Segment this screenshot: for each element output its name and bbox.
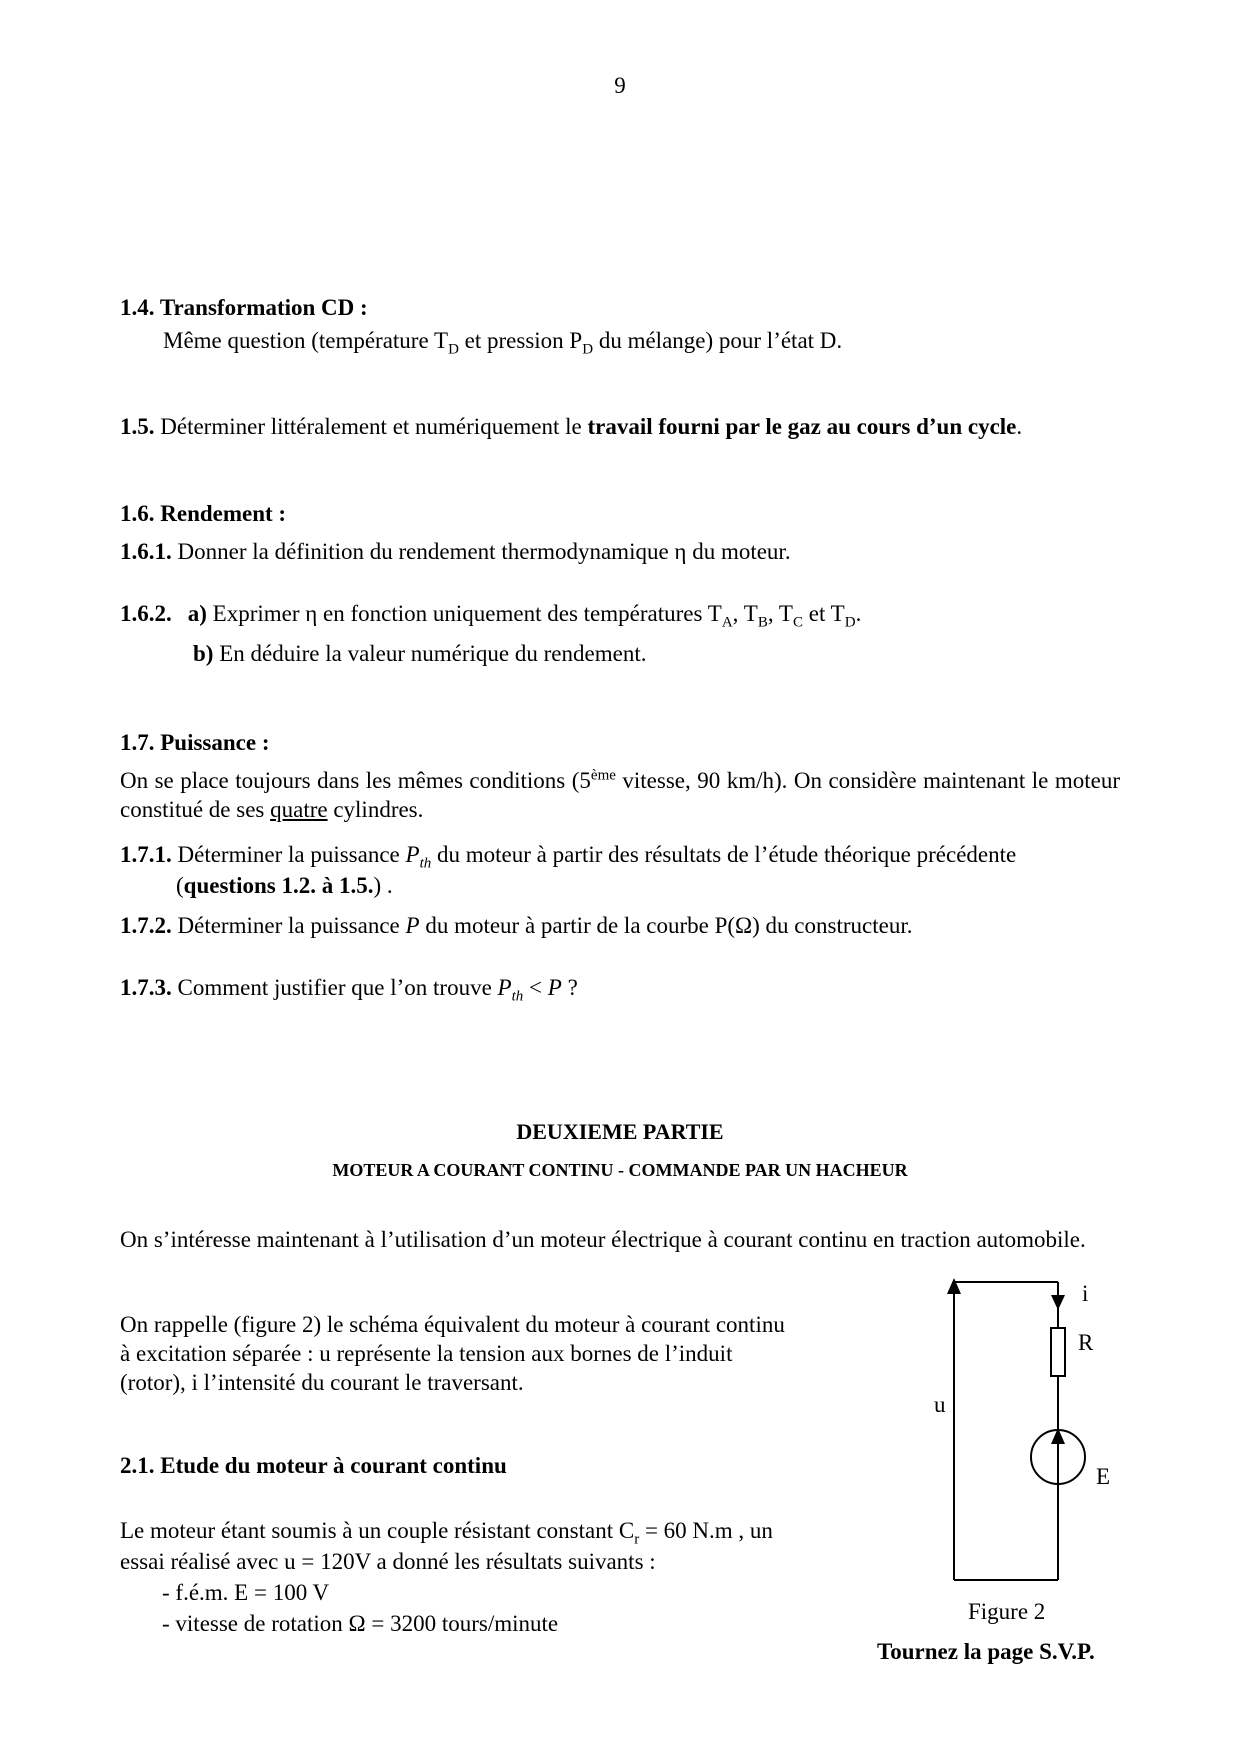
question-1-7-1: 1.7.1. Déterminer la puissance $P_{th}$ du moteur à partir des résultats de l’étude théorique précédente — [120, 842, 1017, 872]
part2-intro: On s’intéresse maintenant à l’utilisation d’un moteur électrique à courant continu en traction automobile. — [120, 1227, 1086, 1252]
section-1-5: 1.5. Déterminer littéralement et numériquement le travail fourni par le gaz au cours d’un cycle. — [120, 414, 1023, 439]
section-2-1-text: Le moteur étant soumis à un couple résistant constant $C_r = 60$ N.m , un essai réalisé avec u = 120V a donné les résultats suivants : - f.é.m. E = 100 V - vitesse de rotation Ω = 3200 tours/minute — [120, 1518, 773, 1636]
voltage-arrowhead — [947, 1278, 961, 1294]
question-1-7-1-ref: (questions 1.2. à 1.5.) . — [176, 873, 393, 898]
section-1-7-intro: On se place toujours dans les mêmes conditions (5ème vitesse, 90 km/h). On considère maintenant le moteur constitué de ses quatre cylindres. — [120, 767, 1120, 822]
current-arrow-i — [1051, 1295, 1065, 1310]
question-1-6-1: 1.6.1. Donner la définition du rendement thermodynamique η du moteur. — [120, 539, 791, 564]
section-1-6-heading: 1.6. Rendement : — [120, 501, 287, 526]
page-number: 9 — [614, 73, 626, 98]
part-title: DEUXIEME PARTIE — [516, 1119, 724, 1144]
footer-turn-page: Tournez la page S.V.P. — [877, 1639, 1095, 1664]
question-1-6-2-b: b) En déduire la valeur numérique du rendement. — [193, 641, 647, 666]
part2-recall: On rappelle (figure 2) le schéma équivalent du moteur à courant continu à excitation séparée : u représente la tension aux bornes de l’induit (rotor), i l’intensité du courant le traversant. — [120, 1312, 785, 1395]
section-2-1-heading: 2.1. Etude du moteur à courant continu — [120, 1453, 507, 1478]
section-1-7-heading: 1.7. Puissance : — [120, 730, 270, 755]
question-1-7-3: 1.7.3. Comment justifier que l’on trouve $P_{th} < P$ ? — [120, 975, 578, 1005]
label-i: i — [1082, 1281, 1089, 1306]
section-1-4-text: Même question (température $T_D$ et pression $P_D$ du mélange) pour l’état D. — [163, 328, 843, 358]
label-R: R — [1078, 1330, 1094, 1355]
label-u: u — [934, 1392, 946, 1417]
label-E: E — [1096, 1464, 1111, 1489]
figure-2-circuit — [900, 1270, 1140, 1630]
question-1-7-2: 1.7.2. Déterminer la puissance P du moteur à partir de la courbe P(Ω) du constructeur. — [120, 913, 913, 938]
section-1-4-heading: 1.4. Transformation CD : — [120, 295, 368, 320]
figure-caption: Figure 2 — [968, 1599, 1046, 1624]
resistor-R — [1051, 1328, 1065, 1376]
question-1-6-2-a: 1.6.2. a) Exprimer η en fonction uniquement des températures $T_A$, $T_B$, $T_C$ et $T_D$. — [120, 601, 862, 631]
part-subtitle: MOTEUR A COURANT CONTINU - COMMANDE PAR UN HACHEUR — [332, 1160, 908, 1180]
